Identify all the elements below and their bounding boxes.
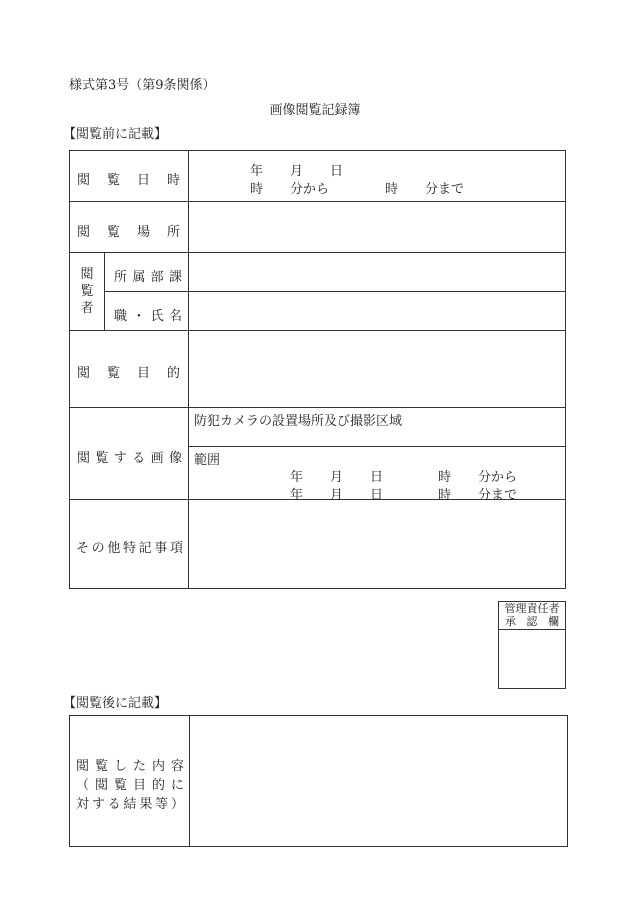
label-char: 閲 xyxy=(76,759,90,774)
label-char: ・ xyxy=(132,309,146,324)
label-char: 他 xyxy=(107,541,121,556)
label-char: 等 xyxy=(155,797,169,812)
label-char: 対 xyxy=(76,797,90,812)
label-char: 部 xyxy=(150,270,164,285)
approval-title: 管理責任者 xyxy=(504,602,560,615)
range-from-hour-unit: 時 xyxy=(438,470,452,485)
label-char: 欄 xyxy=(548,615,559,628)
label-char: 名 xyxy=(168,309,182,324)
label-char: 時 xyxy=(166,173,180,188)
label-char: 結 xyxy=(123,797,137,812)
label-char: 所 xyxy=(166,225,180,240)
label-char: 目 xyxy=(136,366,150,381)
datetime-month-unit: 月 xyxy=(290,164,304,179)
label-char: 日 xyxy=(136,173,150,188)
label-char: 事 xyxy=(154,541,168,556)
datetime-year-unit: 年 xyxy=(250,164,264,179)
section-after-heading: 【閲覧後に記載】 xyxy=(63,696,168,711)
label-char: 承 xyxy=(505,615,516,628)
label-char: 的 xyxy=(166,366,180,381)
label-char: 内 xyxy=(151,759,165,774)
label-char: 閲 xyxy=(77,366,91,381)
datetime-start-hour-unit: 時 xyxy=(250,182,264,197)
after-label-line-3 xyxy=(76,795,184,814)
label-char: 果 xyxy=(139,797,153,812)
label-char: 職 xyxy=(114,309,128,324)
row-divider xyxy=(69,407,566,408)
label-char: 氏 xyxy=(150,309,164,324)
approval-subtitle xyxy=(505,616,559,627)
document-title: 画像閲覧記録簿 xyxy=(269,103,361,118)
label-char: ） xyxy=(170,797,184,812)
label-char: 覧 xyxy=(106,225,120,240)
label-char: 目 xyxy=(132,778,146,793)
label-char: （ xyxy=(76,778,90,793)
row-divider xyxy=(69,252,566,253)
form-number: 様式第3号（第9条関係） xyxy=(69,78,216,93)
label-char: 記 xyxy=(138,541,152,556)
label-char: そ xyxy=(76,541,90,556)
label-char: 容 xyxy=(170,759,184,774)
label-char: 覧 xyxy=(95,451,109,466)
viewer-subcolumn-divider xyxy=(104,252,105,330)
label-char: 覧 xyxy=(113,778,127,793)
label-char: る xyxy=(107,797,121,812)
range-to-year-unit: 年 xyxy=(290,488,304,503)
label-char: 覧 xyxy=(106,366,120,381)
name-label xyxy=(114,305,182,324)
label-char: 画 xyxy=(150,451,164,466)
range-to-hour-unit: 時 xyxy=(438,488,452,503)
label-char: 課 xyxy=(168,270,182,285)
other-notes-label xyxy=(76,537,183,556)
range-to-minute-unit: 分まで xyxy=(478,488,518,503)
label-char: 的 xyxy=(151,778,165,793)
label-char: 項 xyxy=(169,541,183,556)
label-char: に xyxy=(170,778,184,793)
label-char: 場 xyxy=(136,225,150,240)
label-char: 閲 xyxy=(80,267,94,282)
row-divider xyxy=(188,446,566,447)
label-char: る xyxy=(132,451,146,466)
label-char: 閲 xyxy=(77,225,91,240)
row-divider xyxy=(69,330,566,331)
label-char: 認 xyxy=(526,615,538,628)
images-label xyxy=(77,447,182,466)
datetime-label xyxy=(77,169,180,188)
label-char: 覧 xyxy=(94,759,108,774)
range-to-month-unit: 月 xyxy=(330,488,344,503)
label-char: 覧 xyxy=(106,173,120,188)
approval-divider xyxy=(498,629,566,630)
after-content-label xyxy=(76,757,184,814)
datetime-start-minute-unit: 分から xyxy=(290,182,330,197)
range-to-day-unit: 日 xyxy=(370,488,384,503)
label-char: の xyxy=(91,541,105,556)
range-from-month-unit: 月 xyxy=(330,470,344,485)
range-from-minute-unit: 分から xyxy=(478,470,518,485)
after-label-divider xyxy=(189,715,190,847)
viewer-label xyxy=(80,266,94,317)
section-before-heading: 【閲覧前に記載】 xyxy=(63,127,168,142)
row-divider xyxy=(69,201,566,202)
label-char: 所 xyxy=(114,270,128,285)
place-label xyxy=(77,221,180,240)
dept-label xyxy=(114,266,182,285)
label-char: 閲 xyxy=(94,778,108,793)
label-char: 像 xyxy=(168,451,182,466)
label-char: 特 xyxy=(122,541,136,556)
range-from-year-unit: 年 xyxy=(290,470,304,485)
range-label: 範囲 xyxy=(194,453,221,468)
datetime-day-unit: 日 xyxy=(330,164,344,179)
label-char: す xyxy=(91,797,105,812)
label-column-divider xyxy=(188,150,189,589)
label-char: 閲 xyxy=(77,451,91,466)
label-char: 者 xyxy=(80,301,94,316)
range-from-day-unit: 日 xyxy=(370,470,384,485)
label-char: し xyxy=(113,759,127,774)
after-label-line-2 xyxy=(76,776,184,795)
label-char: 覧 xyxy=(80,284,94,299)
after-label-line-1 xyxy=(76,757,184,776)
camera-location-text: 防犯カメラの設置場所及び撮影区域 xyxy=(194,414,403,429)
label-char: た xyxy=(132,759,146,774)
label-char: す xyxy=(113,451,127,466)
label-char: 閲 xyxy=(77,173,91,188)
datetime-end-hour-unit: 時 xyxy=(385,182,399,197)
datetime-end-minute-unit: 分まで xyxy=(425,182,465,197)
purpose-label xyxy=(77,362,180,381)
row-divider xyxy=(104,291,566,292)
label-char: 属 xyxy=(132,270,146,285)
